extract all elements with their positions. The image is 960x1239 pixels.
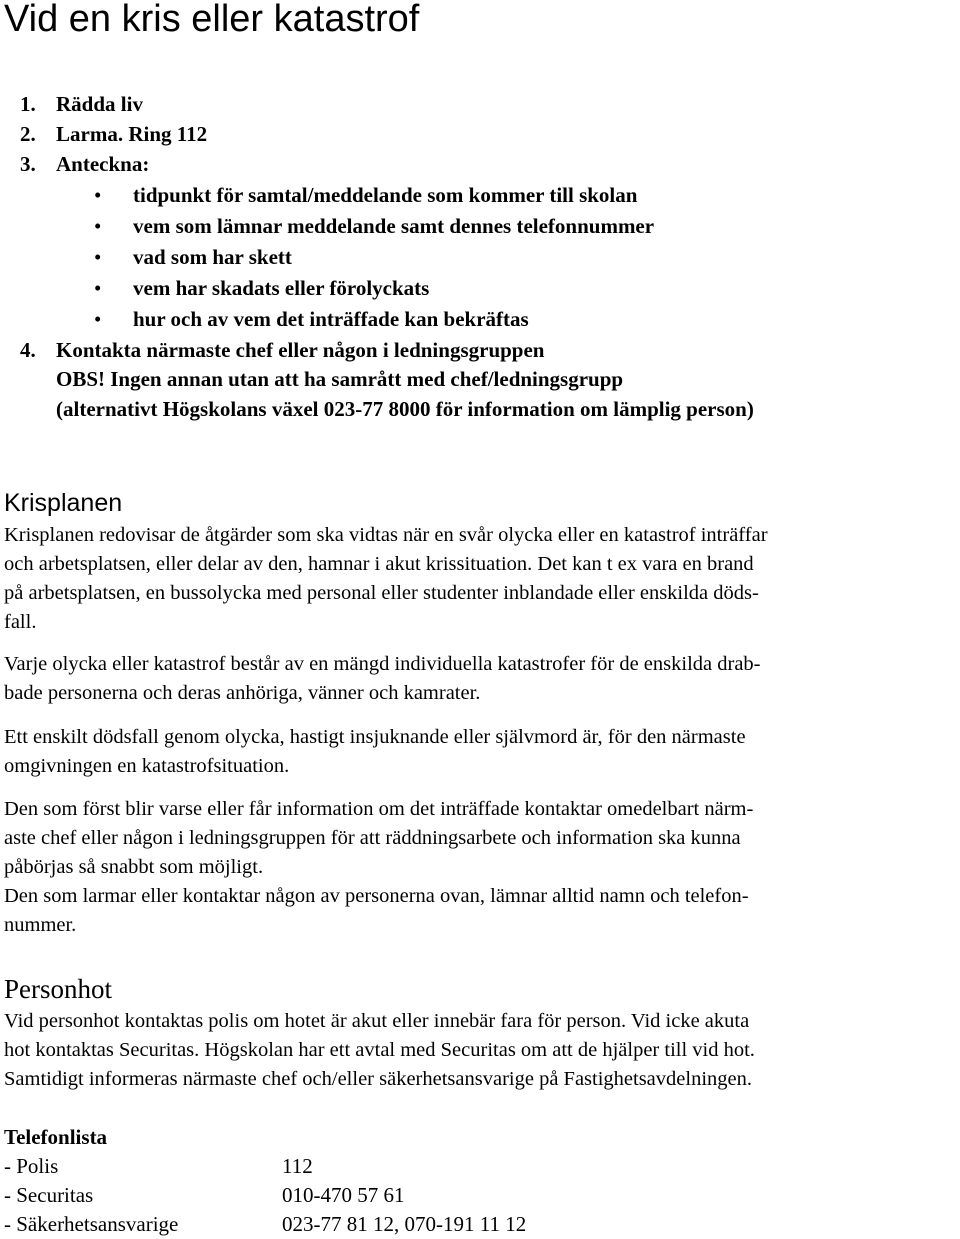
step-text: Anteckna: (56, 152, 150, 176)
step-text: Larma. Ring 112 (56, 122, 208, 146)
text-line: Den som först blir varse eller får information om det inträffade kontaktar omedelbart närm- (4, 798, 754, 820)
text-line: påbörjas så snabbt som möjligt. (4, 856, 264, 878)
text-line: aste chef eller någon i ledningsgruppen för att räddningsarbete och information ska kunna (4, 827, 741, 849)
note-item-text: vem som lämnar meddelande samt dennes telefonnummer (133, 214, 655, 238)
paragraph (4, 650, 960, 708)
bullet-icon: • (94, 214, 102, 238)
page-title: Vid en kris eller katastrof (4, 0, 420, 40)
contact-name: - Securitas (4, 1183, 94, 1207)
obs-note: OBS! Ingen annan utan att ha samrått med chef/ledningsgrupp (56, 367, 624, 391)
step-text: Rädda liv (56, 92, 143, 116)
text-line: bade personerna och deras anhöriga, vänner och kamrater. (4, 682, 481, 704)
step-number: 4. (20, 338, 36, 362)
text-line: och arbetsplatsen, eller delar av den, hamnar i akut krissituation. Det kan t ex vara en brand (4, 553, 754, 575)
text-line: Varje olycka eller katastrof består av en mängd individuella katastrofer för de enskilda drab- (4, 653, 761, 675)
text-line: Vid personhot kontaktas polis om hotet är akut eller innebär fara för person. Vid icke akuta (4, 1010, 750, 1032)
section-heading-krisplanen: Krisplanen (4, 489, 123, 517)
bullet-icon: • (94, 307, 102, 331)
contact-name: - Polis (4, 1154, 59, 1178)
section-heading-personhot: Personhot (4, 974, 112, 1004)
paragraph (4, 723, 960, 781)
step-number: 2. (20, 122, 36, 146)
obs-note: (alternativt Högskolans växel 023-77 8000 för information om lämplig person) (56, 397, 754, 421)
contact-name: - Säkerhetsansvarige (4, 1212, 179, 1236)
step-number: 3. (20, 152, 36, 176)
text-line: hot kontaktas Securitas. Högskolan har ett avtal med Securitas om att de hjälper till vid hot. (4, 1039, 755, 1061)
text-line: fall. (4, 611, 37, 633)
step-text: Kontakta närmaste chef eller någon i ledningsgruppen (56, 338, 545, 362)
paragraph (4, 1007, 960, 1094)
text-line: Krisplanen redovisar de åtgärder som ska vidtas när en svår olycka eller en katastrof inträffar (4, 524, 768, 546)
text-line: omgivningen en katastrofsituation. (4, 755, 290, 777)
text-line: Den som larmar eller kontaktar någon av personerna ovan, lämnar alltid namn och telefon- (4, 885, 749, 907)
text-line: på arbetsplatsen, en bussolycka med personal eller studenter inblandade eller enskilda döds- (4, 582, 759, 604)
paragraph (4, 521, 960, 637)
bullet-icon: • (94, 276, 102, 300)
note-item-text: vad som har skett (133, 245, 292, 269)
paragraph (4, 795, 960, 940)
text-line: nummer. (4, 914, 77, 936)
bullet-icon: • (94, 245, 102, 269)
note-item-text: tidpunkt för samtal/meddelande som kommer till skolan (133, 183, 638, 207)
text-line: Ett enskilt dödsfall genom olycka, hastigt insjuknande eller självmord är, för den närmaste (4, 726, 746, 748)
note-item-text: vem har skadats eller förolyckats (133, 276, 430, 300)
contact-number: 023-77 81 12, 070-191 11 12 (282, 1212, 527, 1236)
text-line: Samtidigt informeras närmaste chef och/eller säkerhetsansvarige på Fastighetsavdelningen. (4, 1068, 752, 1090)
note-item-text: hur och av vem det inträffade kan bekräftas (133, 307, 529, 331)
bullet-icon: • (94, 183, 102, 207)
contact-number: 112 (282, 1154, 313, 1178)
section-heading-telefonlista: Telefonlista (4, 1125, 108, 1149)
contact-number: 010-470 57 61 (282, 1183, 405, 1207)
step-number: 1. (20, 92, 36, 116)
